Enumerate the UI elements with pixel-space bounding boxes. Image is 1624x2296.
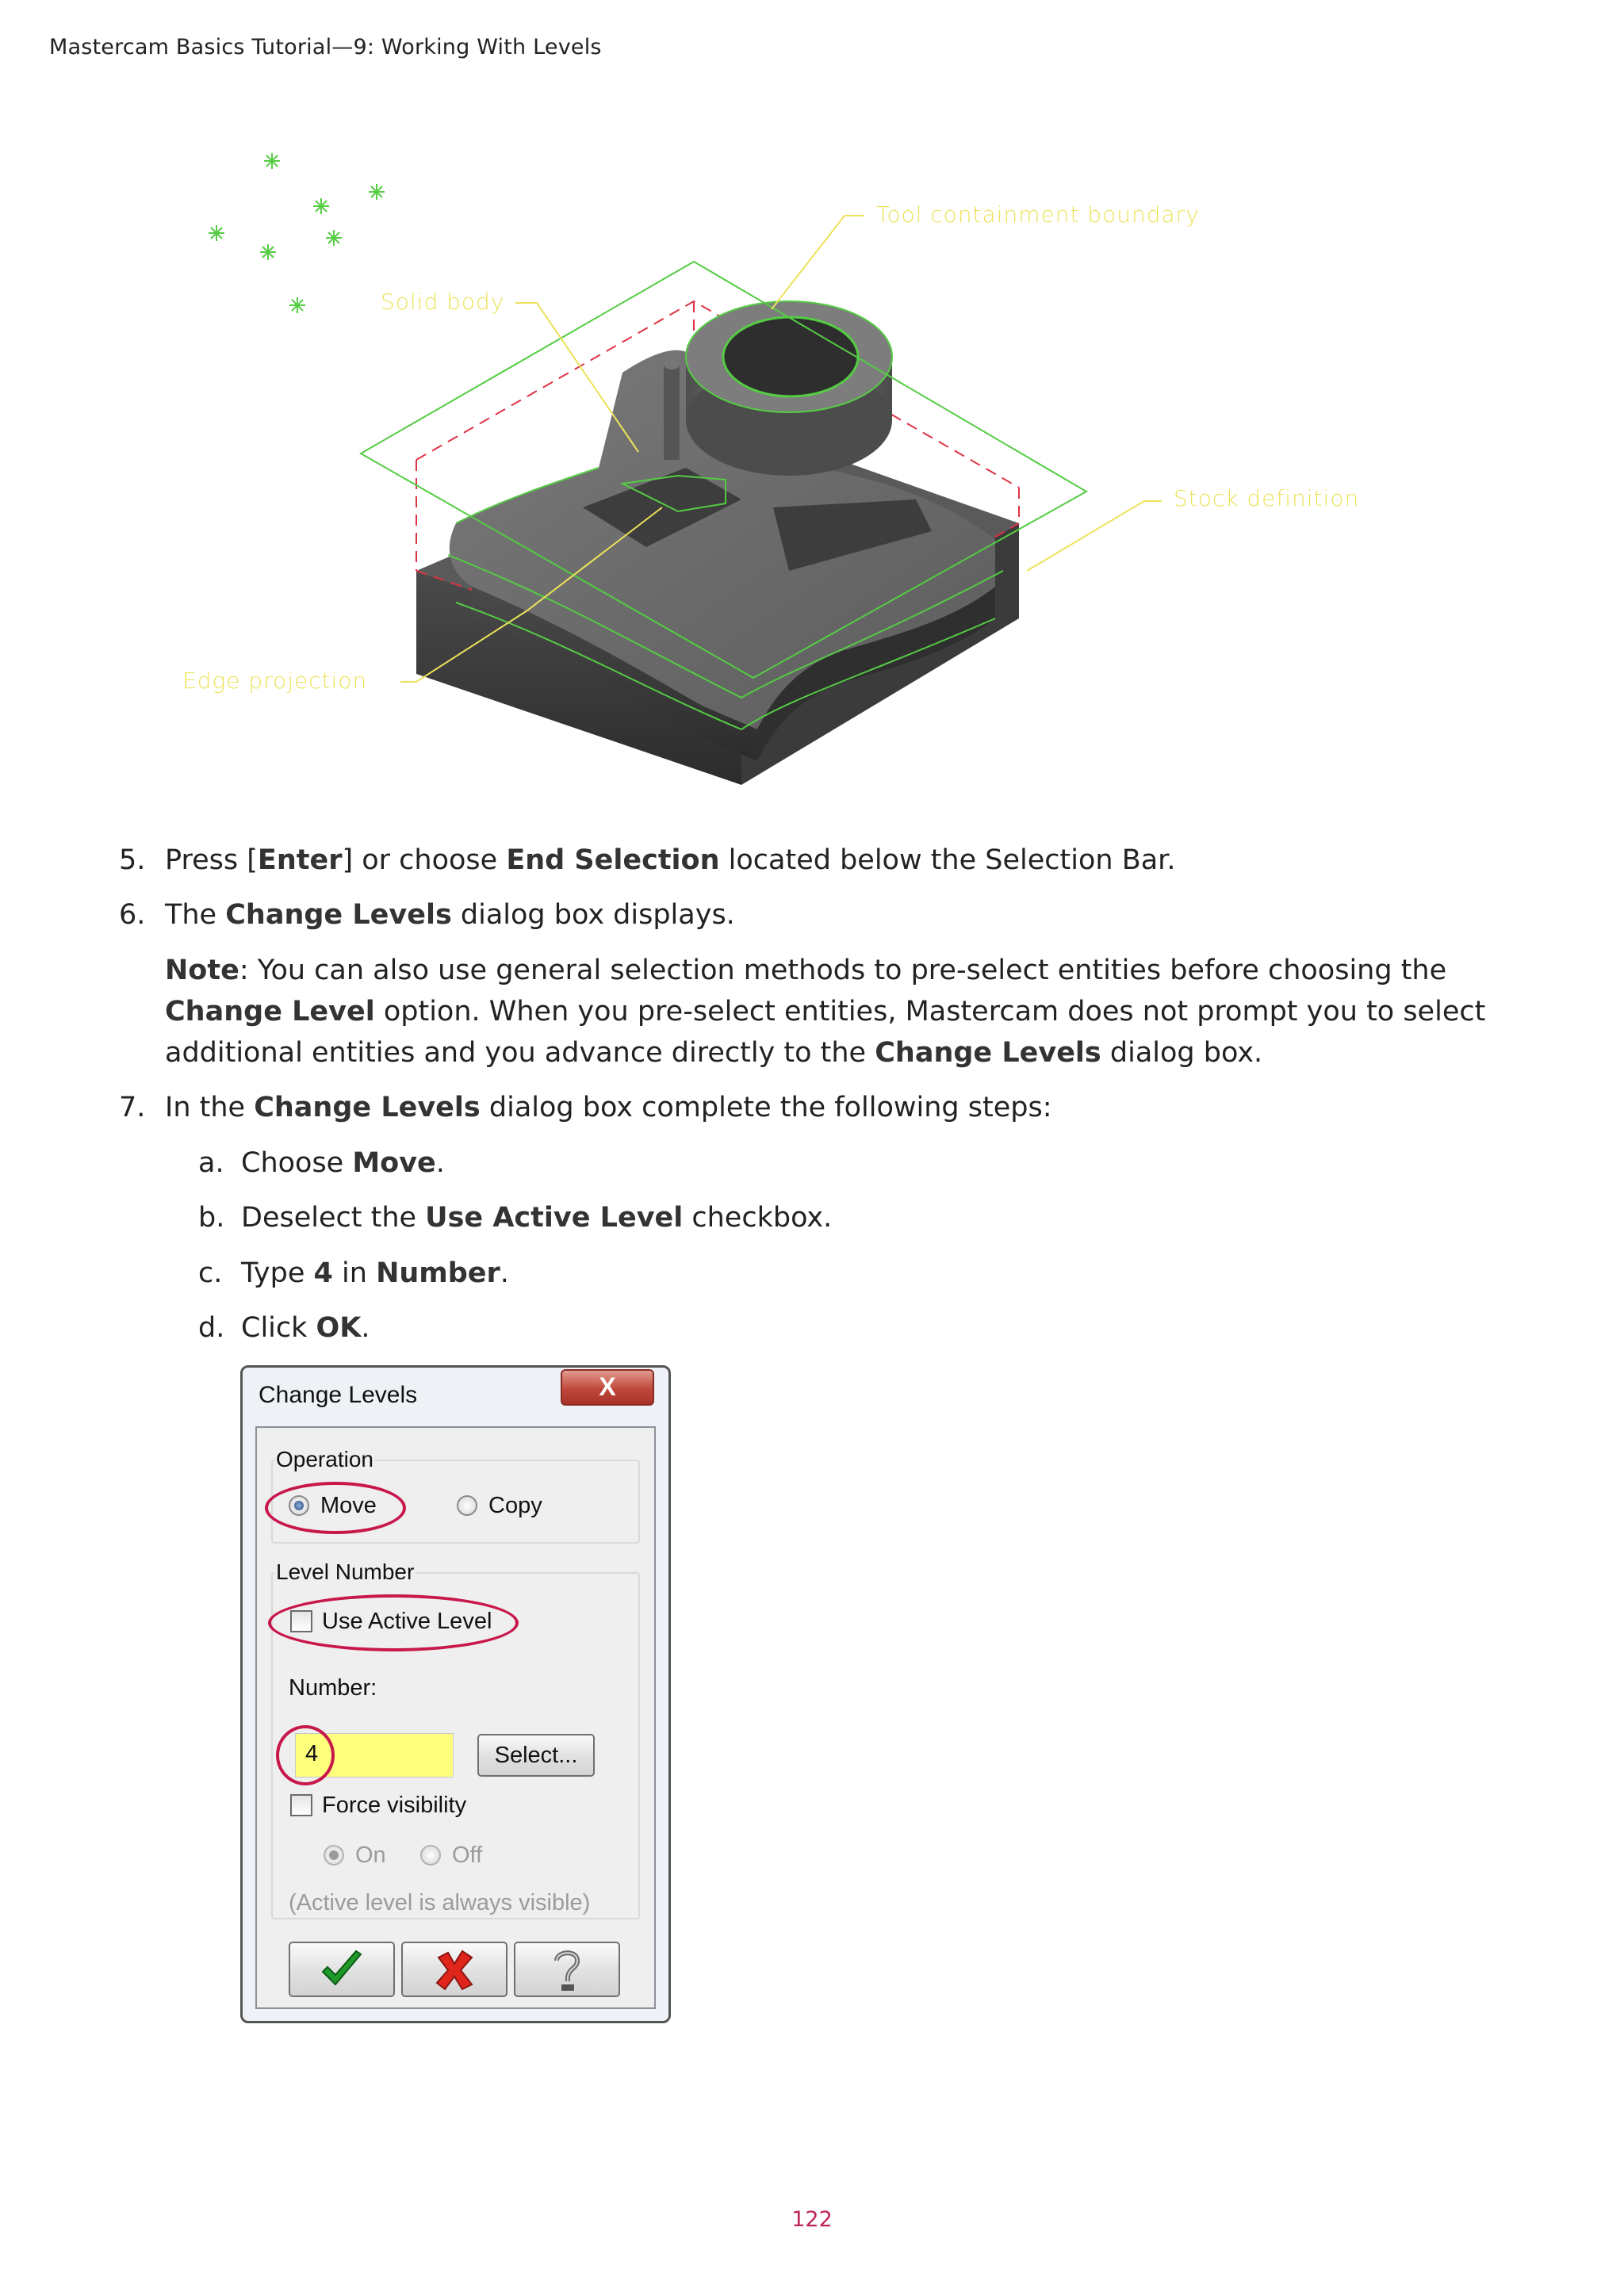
step-text: ] or choose — [342, 844, 507, 876]
substep-text: checkbox. — [683, 1202, 833, 1234]
operation-label: Operation — [276, 1447, 373, 1471]
step-number: 7. — [119, 1092, 146, 1123]
step-text: located below the Selection Bar. — [719, 844, 1176, 876]
cancel-x-icon — [432, 1948, 477, 1992]
copy-label[interactable]: Copy — [488, 1493, 542, 1518]
substep-b — [198, 1197, 833, 1238]
running-head: Mastercam Basics Tutorial—9: Working With Levels — [49, 35, 602, 59]
note-paragraph — [165, 950, 1537, 1073]
note-text: option. When you pre-select entities, Mastercam does not prompt you to select additional entities and you advance directly to the — [165, 996, 1486, 1069]
cancel-button[interactable] — [401, 1942, 508, 1997]
number-input[interactable]: 4 — [295, 1733, 454, 1777]
number-label: Number: — [289, 1675, 377, 1701]
note-label: Note — [165, 955, 239, 986]
step-number: 6. — [119, 899, 146, 931]
part-drawing — [170, 127, 1550, 817]
substep-d — [198, 1307, 370, 1349]
step-text: In the — [165, 1092, 255, 1123]
step-text: The — [165, 899, 226, 931]
term-move: Move — [352, 1147, 436, 1179]
label-tool-containment: Tool containment boundary — [876, 201, 1200, 228]
close-icon: X — [599, 1372, 616, 1401]
term-change-levels: Change Levels — [225, 899, 452, 931]
help-button[interactable] — [514, 1942, 620, 1997]
term-change-level: Change Level — [165, 996, 375, 1027]
use-active-level-highlight — [268, 1594, 519, 1651]
substep-letter: c. — [198, 1257, 223, 1289]
visibility-note: (Active level is always visible) — [289, 1890, 591, 1915]
level-number-label: Level Number — [276, 1559, 415, 1584]
substep-text: Type — [241, 1257, 314, 1289]
dialog-title: Change Levels — [259, 1382, 418, 1408]
substep-text: Choose — [241, 1147, 353, 1179]
use-active-level-label[interactable]: Use Active Level — [322, 1609, 492, 1634]
visibility-on-label[interactable]: On — [355, 1843, 386, 1868]
label-edge-projection: Edge projection — [182, 668, 368, 694]
note-text: dialog box. — [1101, 1037, 1263, 1069]
help-question-icon — [547, 1946, 587, 1994]
step-text: dialog box displays. — [451, 899, 735, 931]
force-visibility-label[interactable]: Force visibility — [322, 1793, 467, 1818]
visibility-on-radio[interactable] — [324, 1845, 344, 1866]
substep-letter: a. — [198, 1147, 224, 1179]
label-stock-definition: Stock definition — [1174, 485, 1360, 511]
page-number: 122 — [791, 2207, 833, 2232]
substep-text: Deselect the — [241, 1202, 426, 1234]
term-use-active-level: Use Active Level — [425, 1202, 684, 1234]
move-highlight — [265, 1482, 406, 1534]
change-levels-dialog — [240, 1365, 671, 2023]
term-end-selection: End Selection — [506, 844, 720, 876]
substep-text: in — [332, 1257, 377, 1289]
force-visibility-checkbox[interactable] — [290, 1794, 312, 1816]
number-highlight — [276, 1725, 335, 1785]
term-change-levels: Change Levels — [254, 1092, 481, 1123]
step-text: Press [ — [165, 844, 258, 876]
substep-c — [198, 1253, 509, 1294]
ok-button[interactable] — [289, 1942, 395, 1997]
step-text: dialog box complete the following steps: — [480, 1092, 1052, 1123]
visibility-off-radio[interactable] — [420, 1845, 441, 1866]
substep-text: Click — [241, 1312, 316, 1344]
step-5 — [119, 840, 1176, 881]
step-number: 5. — [119, 844, 146, 876]
substep-text: . — [361, 1312, 370, 1344]
note-text: : You can also use general selection methods to pre-select entities before choosing the — [239, 955, 1447, 986]
close-button[interactable] — [561, 1369, 654, 1406]
substep-letter: b. — [198, 1202, 225, 1234]
visibility-off-label[interactable]: Off — [452, 1843, 483, 1868]
step-6 — [119, 894, 735, 936]
dialog-body — [255, 1426, 656, 2009]
substep-a — [198, 1142, 445, 1184]
copy-radio[interactable] — [457, 1495, 477, 1516]
ok-check-icon — [318, 1948, 366, 1992]
label-solid-body: Solid body — [381, 289, 505, 315]
move-label[interactable]: Move — [320, 1493, 377, 1518]
substep-letter: d. — [198, 1312, 225, 1344]
key-enter: Enter — [257, 844, 343, 876]
substep-text: . — [500, 1257, 509, 1289]
term-ok: OK — [316, 1312, 362, 1344]
term-number: Number — [376, 1257, 500, 1289]
select-button[interactable]: Select... — [477, 1734, 595, 1777]
point-markers — [209, 153, 385, 313]
substep-text: . — [435, 1147, 445, 1179]
term-four: 4 — [313, 1257, 333, 1289]
term-change-levels: Change Levels — [875, 1037, 1101, 1069]
part-figure — [170, 127, 1550, 817]
step-7 — [119, 1087, 1052, 1128]
